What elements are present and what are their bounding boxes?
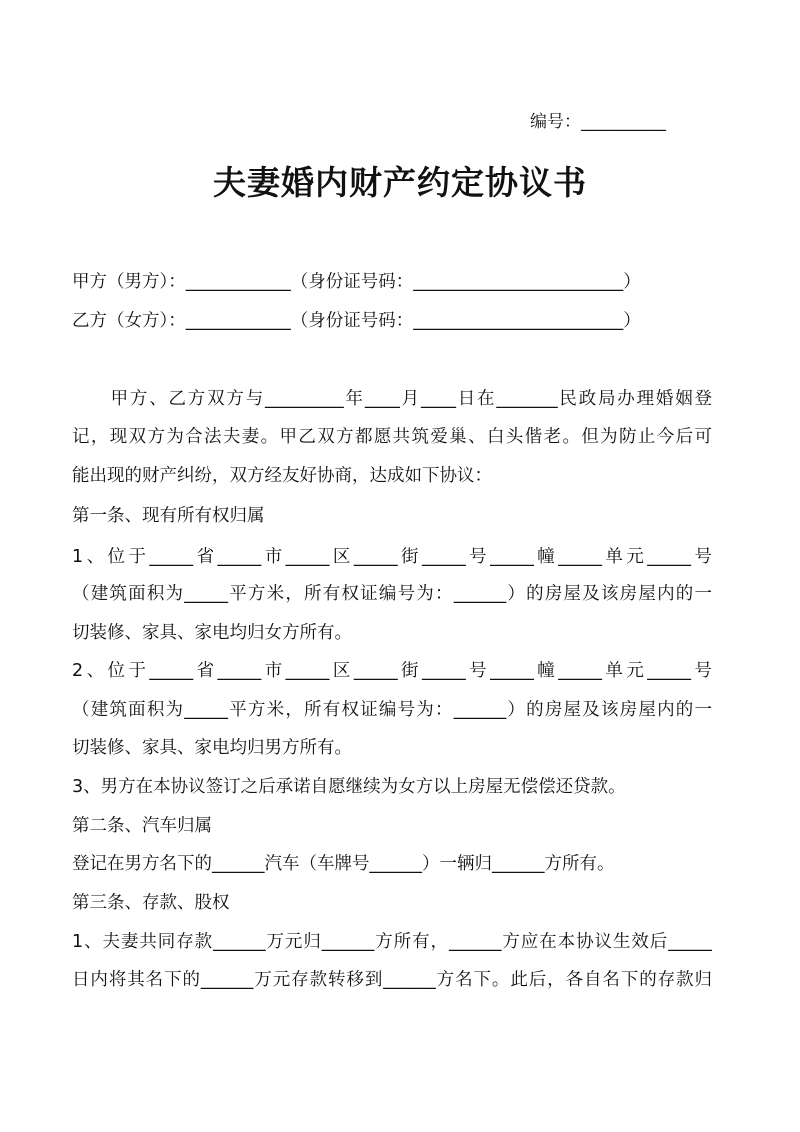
body-line: 1、位于_____省_____市_____区_____街_____号_____幢_____单元_____号 [72,547,712,567]
body-line: 登记在男方名下的______汽车（车牌号______）一辆归______方所有。 [72,854,615,874]
party-b-line: 乙方（女方）：____________（身份证号码：________________________） [72,311,641,331]
party-a-line: 甲方（男方）：____________（身份证号码：________________________） [72,272,641,292]
body-line: 2、位于_____省_____市_____区_____街_____号_____幢_____单元_____号 [72,661,712,681]
body-line: 记，现双方为合法夫妻。甲乙双方都愿共筑爱巢、白头偕老。但为防止今后可 [72,427,712,447]
body-line: 3、男方在本协议签订之后承诺自愿继续为女方以上房屋无偿偿还贷款。 [72,777,626,797]
document-number-field: 编号：__________ [530,112,666,132]
section-heading-1: 第一条、现有所有权归属 [72,506,265,526]
body-line: 切装修、家具、家电均归男方所有。 [72,738,352,758]
body-line: 能出现的财产纠纷，双方经友好协商，达成如下协议： [72,466,492,486]
section-heading-3: 第三条、存款、股权 [72,893,230,913]
body-line: 日内将其名下的______万元存款转移到______方名下。此后，各自名下的存款归 [72,970,712,990]
body-line: 切装修、家具、家电均归女方所有。 [72,623,352,643]
section-heading-2: 第二条、汽车归属 [72,816,212,836]
body-line: 甲方、乙方双方与_________年____月____日在_______民政局办理婚姻登 [72,389,712,409]
document-title: 夫妻婚内财产约定协议书 [213,163,587,202]
body-line: （建筑面积为_____平方米，所有权证编号为：______）的房屋及该房屋内的一 [72,584,712,604]
body-line: （建筑面积为_____平方米，所有权证编号为：______）的房屋及该房屋内的一 [72,700,712,720]
body-line: 1、夫妻共同存款______万元归______方所有，______方应在本协议生效后_____ [72,932,712,952]
